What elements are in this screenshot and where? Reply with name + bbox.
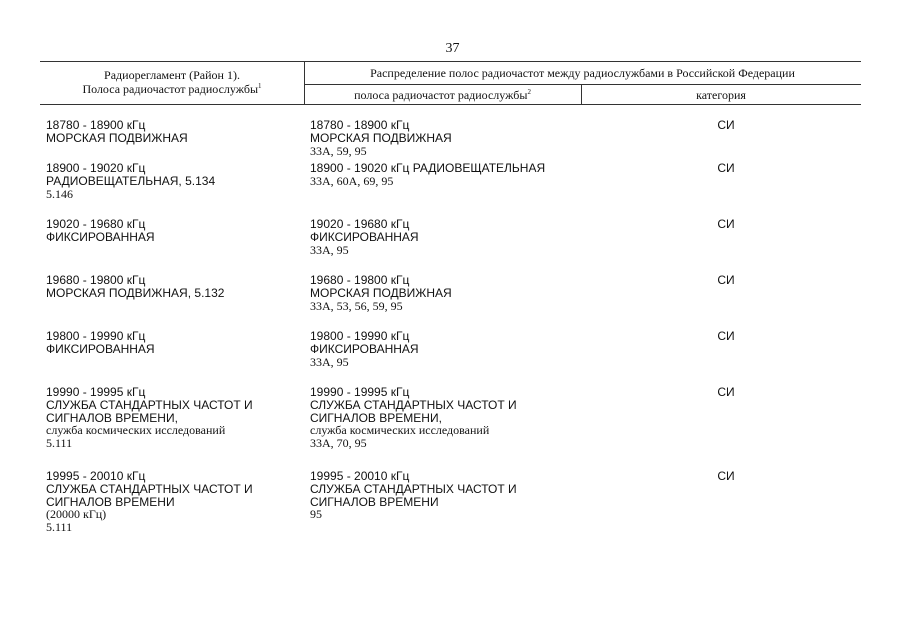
table-row-right: 18900 - 19020 кГц РАДИОВЕЩАТЕЛЬНАЯ 33А, 60А, 69, 95: [310, 161, 546, 188]
table-row-right: 19990 - 19995 кГц СЛУЖБА СТАНДАРТНЫХ ЧАСТОТ И СИГНАЛОВ ВРЕМЕНИ, служба космических исследований 33А, 70, 95: [310, 385, 517, 451]
category-cell: СИ: [717, 217, 735, 231]
category-cell: СИ: [717, 161, 735, 175]
header-bottom-rule: [40, 104, 861, 105]
table-row-right: 19800 - 19990 кГц ФИКСИРОВАННАЯ 33А, 95: [310, 329, 419, 369]
category-cell: СИ: [717, 273, 735, 287]
category-cell: СИ: [717, 329, 735, 343]
footnote-ref-1: 1: [258, 82, 262, 90]
page-number: 37: [445, 41, 460, 56]
table-row-left: 19020 - 19680 кГц ФИКСИРОВАННАЯ: [46, 217, 155, 244]
table-top-rule: [40, 61, 861, 62]
table-row-left: 18780 - 18900 кГц МОРСКАЯ ПОДВИЖНАЯ: [46, 118, 188, 145]
header-left-line1: Радиорегламент (Район 1).: [104, 68, 240, 82]
table-row-left: 19800 - 19990 кГц ФИКСИРОВАННАЯ: [46, 329, 155, 356]
table-row-right: 19020 - 19680 кГц ФИКСИРОВАННАЯ 33А, 95: [310, 217, 419, 257]
header-left-line2: Полоса радиочастот радиослужбы$^1$: [82, 82, 262, 96]
table-row-left: 19995 - 20010 кГц СЛУЖБА СТАНДАРТНЫХ ЧАСТОТ И СИГНАЛОВ ВРЕМЕНИ (20000 кГц) 5.111: [46, 469, 253, 535]
header-right-title: Распределение полос радиочастот между радиослужбами в Российской Федерации: [370, 66, 795, 80]
table-row-left: 19680 - 19800 кГц МОРСКАЯ ПОДВИЖНАЯ, 5.132: [46, 273, 225, 300]
table-row-right: 19995 - 20010 кГц СЛУЖБА СТАНДАРТНЫХ ЧАСТОТ И СИГНАЛОВ ВРЕМЕНИ 95: [310, 469, 517, 522]
table-row-right: 18780 - 18900 кГц МОРСКАЯ ПОДВИЖНАЯ 33А, 59, 95: [310, 118, 452, 158]
footnote-ref-2: 2: [527, 88, 531, 96]
header-sub-band: полоса радиочастот радиослужбы$^2$: [354, 88, 531, 102]
header-split-rule: [304, 84, 861, 85]
table-row-right: 19680 - 19800 кГц МОРСКАЯ ПОДВИЖНАЯ 33А, 53, 56, 59, 95: [310, 273, 452, 313]
category-cell: СИ: [717, 469, 735, 483]
table-row-left: 19990 - 19995 кГц СЛУЖБА СТАНДАРТНЫХ ЧАСТОТ И СИГНАЛОВ ВРЕМЕНИ, служба космических исследований 5.111: [46, 385, 253, 451]
header-sub-category: категория: [696, 88, 746, 102]
table-row-left: 18900 - 19020 кГц РАДИОВЕЩАТЕЛЬНАЯ, 5.134 5.146: [46, 161, 216, 201]
category-cell: СИ: [717, 385, 735, 399]
header-left: [40, 68, 304, 96]
category-cell: СИ: [717, 118, 735, 132]
